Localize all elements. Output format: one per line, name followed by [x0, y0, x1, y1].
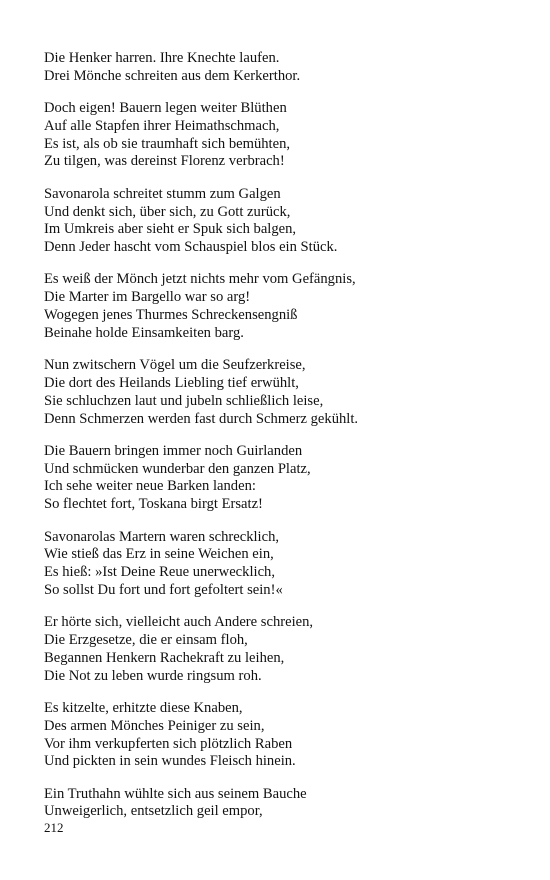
verse-line: Die Not zu leben wurde ringsum roh. — [44, 667, 262, 684]
verse-line: Des armen Mönches Peiniger zu sein, — [44, 717, 265, 734]
verse-line: Vor ihm verkupferten sich plötzlich Raben — [44, 735, 293, 752]
stanza — [44, 271, 514, 342]
verse-line: Drei Mönche schreiten aus dem Kerkerthor. — [44, 67, 301, 84]
verse-line: Die Henker harren. Ihre Knechte laufen. — [44, 50, 280, 66]
verse-line: Es kitzelte, erhitzte diese Knaben, — [44, 699, 243, 716]
verse-line: Wogegen jenes Thurmes Schreckensengniß — [44, 307, 298, 324]
verse-line: Und denkt sich, über sich, zu Gott zurück, — [44, 203, 291, 220]
verse-line: Auf alle Stapfen ihrer Heimathschmach, — [44, 117, 280, 134]
stanza — [44, 786, 514, 822]
verse-line: Sie schluchzen laut und jubeln schließlich leise, — [44, 392, 324, 409]
verse-line: Im Umkreis aber sieht er Spuk sich balgen, — [44, 221, 297, 238]
verse-line: Es hieß: »Ist Deine Reue unerwecklich, — [44, 564, 275, 581]
stanza — [44, 50, 514, 86]
verse-line: Und schmücken wunderbar den ganzen Platz, — [44, 460, 311, 477]
verse-line: Savonarolas Martern waren schrecklich, — [44, 528, 280, 545]
verse-line: Es ist, als ob sie traumhaft sich bemühten, — [44, 135, 291, 152]
stanza — [44, 357, 514, 428]
verse-line: Nun zwitschern Vögel um die Seufzerkreise, — [44, 357, 306, 374]
verse-line: Die dort des Heilands Liebling tief erwühlt, — [44, 374, 299, 391]
verse-line: So flechtet fort, Toskana birgt Ersatz! — [44, 496, 263, 513]
stanza — [44, 443, 514, 514]
stanza — [44, 186, 514, 257]
verse-line: So sollst Du fort und fort gefoltert sein!« — [44, 581, 283, 598]
verse-line: Begannen Henkern Rachekraft zu leihen, — [44, 649, 285, 666]
verse-line: Unweigerlich, entsetzlich geil empor, — [44, 803, 263, 820]
poem-text — [44, 50, 514, 836]
verse-line: Denn Jeder hascht vom Schauspiel blos ein Stück. — [44, 239, 338, 256]
verse-line: Wie stieß das Erz in seine Weichen ein, — [44, 546, 274, 563]
verse-line: Die Bauern bringen immer noch Guirlanden — [44, 442, 303, 459]
verse-line: Ein Truthahn wühlte sich aus seinem Bauche — [44, 785, 307, 802]
verse-line: Zu tilgen, was dereinst Florenz verbrach! — [44, 153, 285, 170]
verse-line: Beinahe holde Einsamkeiten barg. — [44, 324, 244, 341]
verse-line: Er hörte sich, vielleicht auch Andere schreien, — [44, 614, 314, 631]
verse-line: Und pickten in sein wundes Fleisch hinein. — [44, 753, 296, 770]
page-number: 212 — [44, 820, 64, 835]
verse-line: Doch eigen! Bauern legen weiter Blüthen — [44, 100, 287, 117]
stanza — [44, 700, 514, 771]
stanza — [44, 529, 514, 600]
stanza — [44, 614, 514, 685]
stanza — [44, 100, 514, 171]
verse-line: Es weiß der Mönch jetzt nichts mehr vom Gefängnis, — [44, 271, 356, 288]
verse-line: Ich sehe weiter neue Barken landen: — [44, 478, 256, 495]
verse-line: Die Marter im Bargello war so arg! — [44, 289, 251, 306]
verse-line: Savonarola schreitet stumm zum Galgen — [44, 185, 281, 202]
verse-line: Die Erzgesetze, die er einsam floh, — [44, 632, 248, 649]
verse-line: Denn Schmerzen werden fast durch Schmerz gekühlt. — [44, 410, 359, 427]
